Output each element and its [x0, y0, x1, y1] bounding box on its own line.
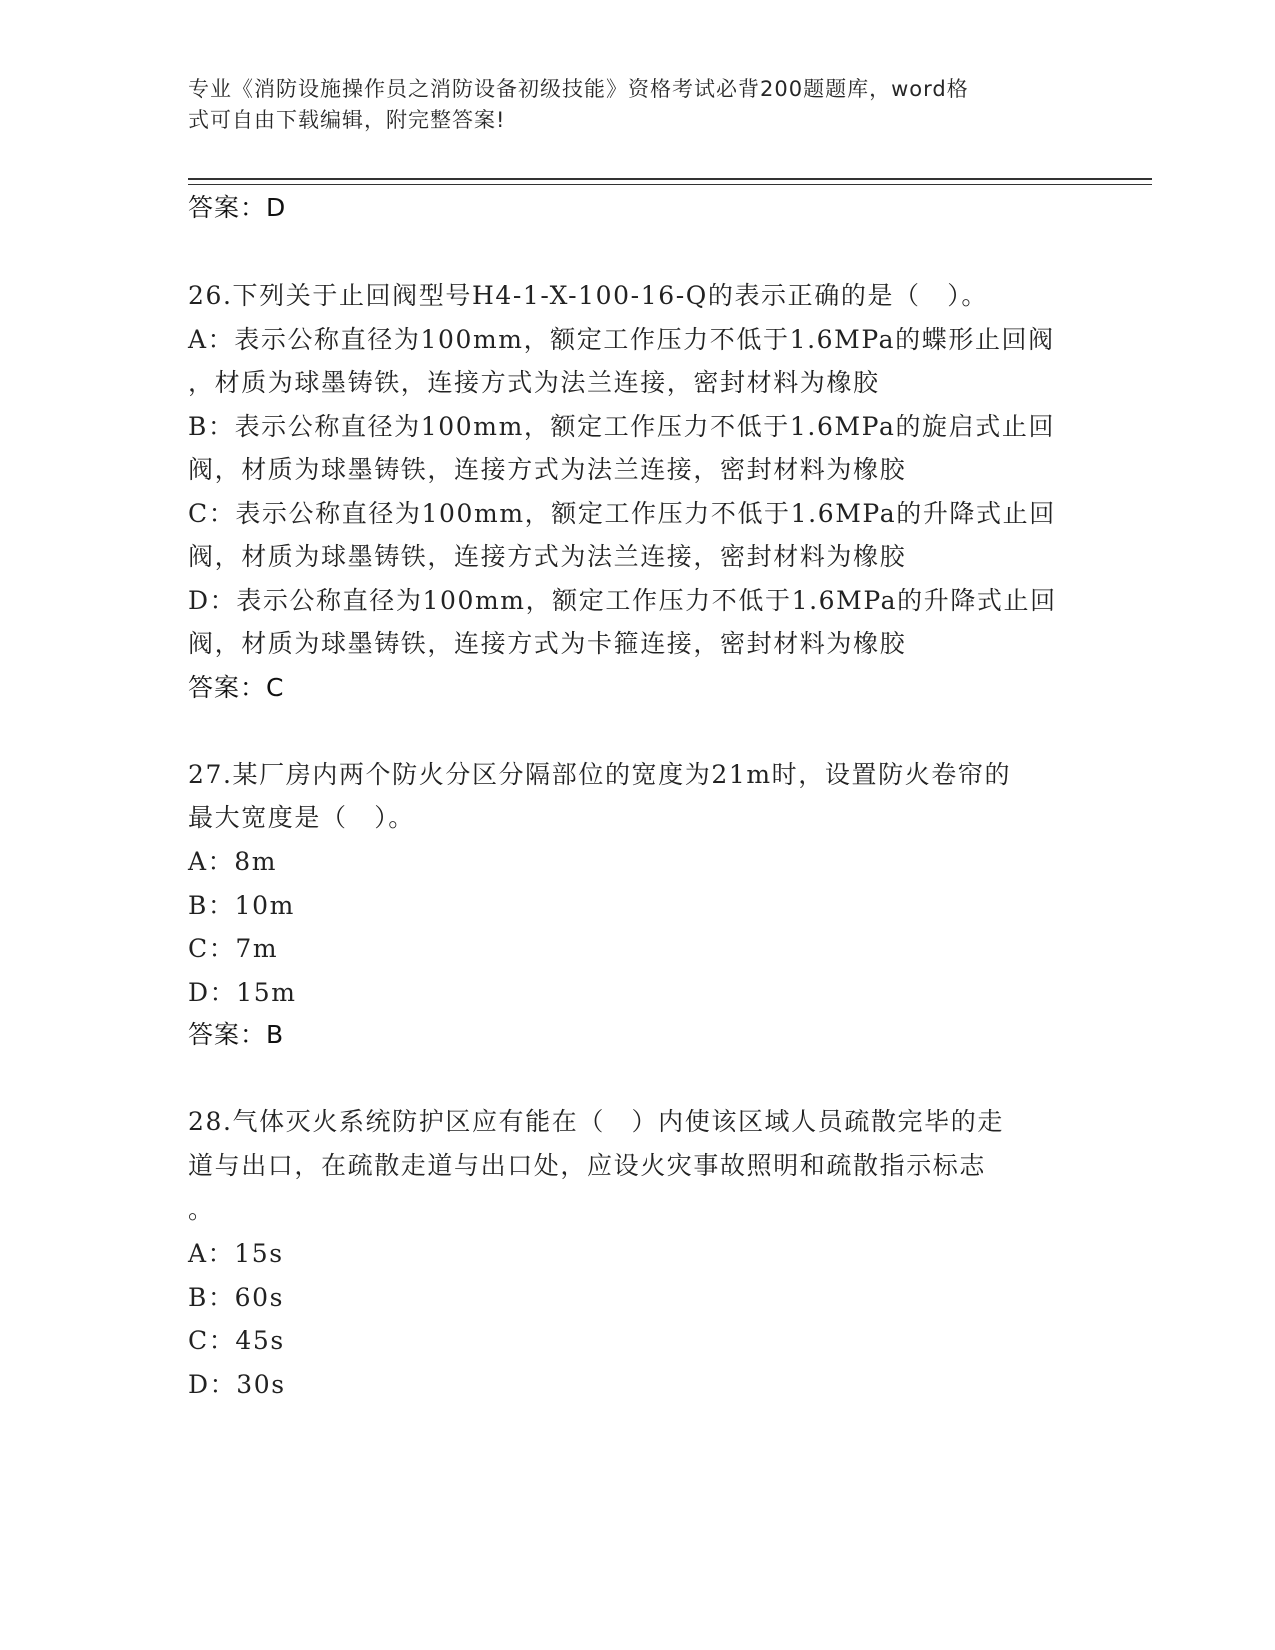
- answer: 答案：B: [188, 1020, 285, 1049]
- option-b: B：10m: [188, 891, 295, 920]
- option-a: A：8m: [188, 847, 278, 876]
- option-d: D：15m: [188, 978, 297, 1007]
- header-line-2: 式可自由下载编辑，附完整答案!: [188, 108, 506, 132]
- question-stem-end: 。: [188, 1195, 215, 1224]
- header-rule-thick: [188, 178, 1152, 180]
- question-stem: 27.某厂房内两个防火分区分隔部位的宽度为21m时，设置防火卷帘的: [188, 760, 1012, 789]
- option-b-cont: 阀，材质为球墨铸铁，连接方式为法兰连接，密封材料为橡胶: [188, 455, 907, 484]
- option-d-cont: 阀，材质为球墨铸铁，连接方式为卡箍连接，密封材料为橡胶: [188, 629, 907, 658]
- option-d: D：表示公称直径为100mm，额定工作压力不低于1.6MPa的升降式止回: [188, 586, 1057, 615]
- option-c-cont: 阀，材质为球墨铸铁，连接方式为法兰连接，密封材料为橡胶: [188, 542, 907, 571]
- header-rule-thin: [188, 184, 1152, 185]
- option-c: C：45s: [188, 1326, 285, 1355]
- header-line-1: 专业《消防设施操作员之消防设备初级技能》资格考试必背200题题库，word格: [188, 77, 969, 101]
- option-a-cont: ，材质为球墨铸铁，连接方式为法兰连接，密封材料为橡胶: [188, 368, 880, 397]
- question-stem: 28.气体灭火系统防护区应有能在（ ）内使该区域人员疏散完毕的走: [188, 1107, 1004, 1136]
- previous-answer: 答案：D: [188, 193, 287, 222]
- question-stem-cont: 最大宽度是（ ）。: [188, 803, 415, 832]
- option-b: B：表示公称直径为100mm，额定工作压力不低于1.6MPa的旋启式止回: [188, 412, 1056, 441]
- question-stem-cont: 道与出口，在疏散走道与出口处，应设火灾事故照明和疏散指示标志: [188, 1151, 987, 1180]
- document-header: [188, 74, 1088, 136]
- option-c: C：7m: [188, 934, 279, 963]
- option-d: D：30s: [188, 1370, 286, 1399]
- question-stem: 26.下列关于止回阀型号H4-1-X-100-16-Q的表示正确的是（ ）。: [188, 281, 988, 310]
- answer: 答案：C: [188, 673, 285, 702]
- option-a: A：表示公称直径为100mm，额定工作压力不低于1.6MPa的蝶形止回阀: [188, 325, 1055, 354]
- option-c: C：表示公称直径为100mm，额定工作压力不低于1.6MPa的升降式止回: [188, 499, 1056, 528]
- option-a: A：15s: [188, 1239, 284, 1268]
- option-b: B：60s: [188, 1283, 285, 1312]
